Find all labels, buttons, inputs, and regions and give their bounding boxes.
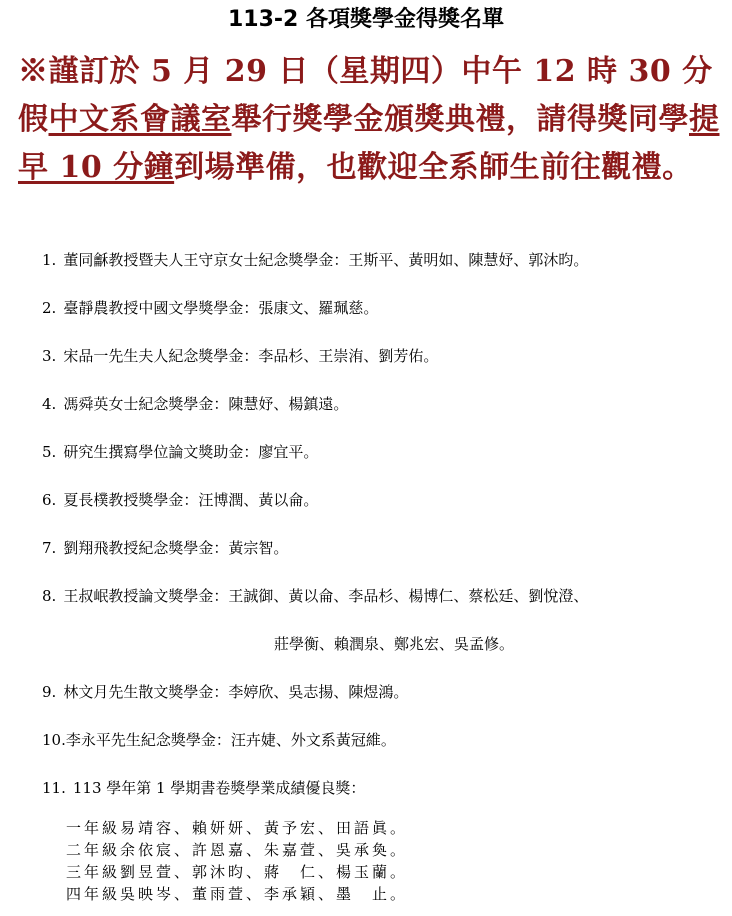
item-text: 夏長樸教授獎學金：汪博潤、黃以侖。 [63,491,319,509]
item-number: 7. [42,539,57,557]
list-item [42,392,348,416]
item-text: 王叔岷教授論文獎學金：王誠御、黃以侖、李品杉、楊博仁、蔡松廷、劉悅澄、 [63,587,589,605]
list-item [42,344,438,368]
item-text: 113 學年第 1 學期書卷獎學業成績優良獎： [72,779,366,797]
item-number: 9. [42,683,57,701]
list-item [42,680,408,704]
item-text: 臺靜農教授中國文學獎學金：張康文、羅珮慈。 [63,299,379,317]
item-number: 8. [42,587,57,605]
list-item [42,728,396,752]
list-item [42,296,378,320]
item-number: 6. [42,491,57,509]
grade-row: 二年級余依宸、許恩嘉、朱嘉萱、吳承奐。 [66,841,409,859]
item-continuation: 莊學衡、賴潤泉、鄭兆宏、吳孟修。 [274,635,515,653]
item-number: 10. [42,731,66,749]
grade-row: 三年級劉昱萱、郭沐昀、蔣 仁、楊玉蘭。 [66,863,409,881]
page-title: 113-2 各項獎學金得獎名單 [227,7,505,32]
item-text: 宋品一先生夫人紀念獎學金：李品杉、王崇洧、劉芳佑。 [63,347,439,365]
item-number: 3. [42,347,57,365]
list-item [42,536,288,560]
item-text: 研究生撰寫學位論文獎助金：廖宜平。 [63,443,319,461]
list-item [42,248,588,272]
list-item [42,776,365,800]
item-number: 5. [42,443,57,461]
notice-venue: 中文系會議室 [48,102,232,137]
item-number: 11. [42,779,66,797]
list-item [42,584,588,608]
notice-early-arrival: 提早 10 分鐘 [18,102,720,185]
item-text: 林文月先生散文獎學金：李婷欣、吳志揚、陳煜鴻。 [63,683,409,701]
item-number: 1. [42,251,57,269]
item-text: 馮舜英女士紀念獎學金：陳慧妤、楊鎮遠。 [63,395,349,413]
notice-date-time: 謹訂於 5 月 29 日（星期四）中午 12 時 30 分假 [18,54,713,137]
reference-mark: ※ [18,54,49,89]
item-text: 李永平先生紀念獎學金：汪卉婕、外文系黃冠維。 [65,731,396,749]
list-item [42,440,318,464]
notice-event: 舉行獎學金頒獎典禮，請得獎同學 [231,102,689,137]
notice-closing: 到場準備，也歡迎全系師生前往觀禮。 [174,150,693,185]
list-item [42,488,318,512]
ceremony-notice [18,48,720,192]
grade-row: 一年級易靖容、賴妍妍、黃予宏、田語眞。 [66,819,409,837]
item-text: 劉翔飛教授紀念獎學金：黃宗智。 [63,539,289,557]
item-text: 董同龢教授暨夫人王守京女士紀念獎學金：王斯平、黃明如、陳慧妤、郭沐昀。 [63,251,589,269]
item-number: 4. [42,395,57,413]
item-number: 2. [42,299,57,317]
grade-row: 四年級吳映岑、董雨萱、李承穎、墨 止。 [66,885,409,903]
